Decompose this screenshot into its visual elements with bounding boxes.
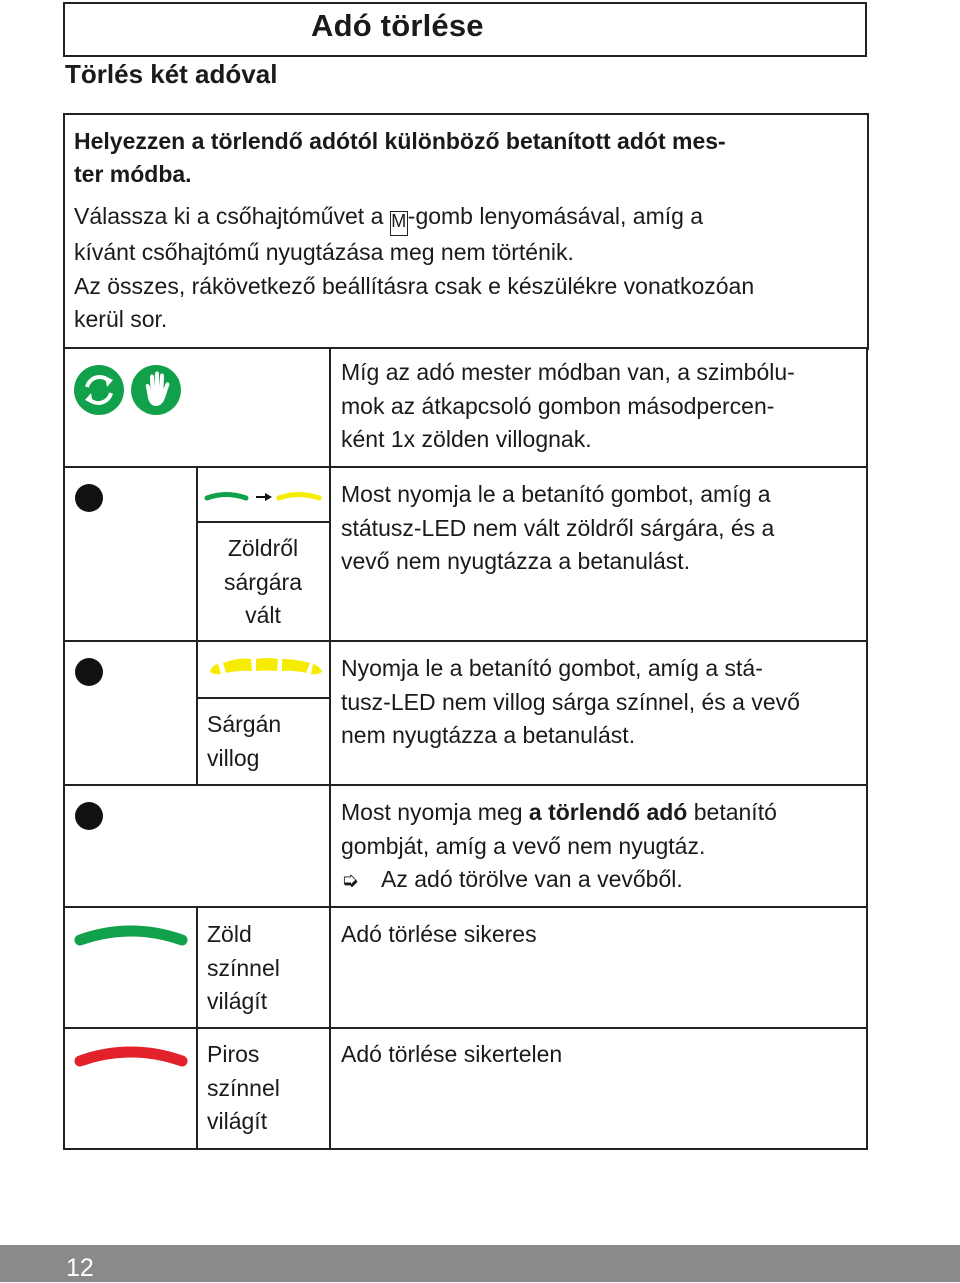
row-divider bbox=[63, 640, 868, 642]
page-number: 12 bbox=[66, 1254, 94, 1282]
intro-line: Az összes, rákövetkező beállításra csak e készülékre vonatkozóan bbox=[74, 272, 755, 299]
result-arrow-icon: ➭ bbox=[341, 869, 359, 892]
cell-divider bbox=[196, 906, 198, 1149]
intro-text bbox=[74, 200, 854, 337]
table-border-bottom bbox=[63, 1148, 868, 1150]
led-red-solid-icon bbox=[75, 1041, 187, 1071]
button-press-dot bbox=[75, 484, 103, 512]
row-divider bbox=[63, 784, 868, 786]
led-status-label: Sárgán villog bbox=[207, 711, 282, 771]
led-green-solid-icon bbox=[75, 920, 187, 950]
hand-icon bbox=[131, 365, 181, 415]
section-subtitle: Törlés két adóval bbox=[65, 59, 278, 89]
page-footer bbox=[0, 1245, 960, 1282]
intro-bold-text bbox=[74, 125, 854, 191]
led-status-label: Zöldről sárgára vált bbox=[224, 535, 302, 628]
row3-description: Nyomja le a betanító gombot, amíg a stá- tusz-LED nem villog sárga színnel, és a vevő nem nyugtázza a betanulást. bbox=[341, 655, 800, 748]
row1-description: Míg az adó mester módban van, a szimbólu- mok az átkapcsoló gombon másodpercen- ként 1x zölden villognak. bbox=[341, 359, 795, 452]
intro-bold-line: Helyezzen a törlendő adótól különböző betanított adót mes- bbox=[74, 128, 726, 154]
intro-bold-line: ter módba. bbox=[74, 161, 192, 187]
row-divider bbox=[63, 1027, 868, 1029]
led-yellow-blinking-icon bbox=[206, 652, 326, 682]
led-status-label: Zöld színnel világít bbox=[207, 921, 280, 1014]
failure-message: Adó törlése sikertelen bbox=[341, 1041, 563, 1067]
success-message: Adó törlése sikeres bbox=[341, 921, 537, 947]
button-press-dot bbox=[75, 658, 103, 686]
page-title: Adó törlése bbox=[311, 8, 484, 43]
row-divider bbox=[63, 906, 868, 908]
cell-divider bbox=[196, 697, 330, 699]
row2-description: Most nyomja le a betanító gombot, amíg a státusz-LED nem vált zöldről sárgára, és a vevő nem nyugtázza a betanulást. bbox=[341, 481, 775, 574]
led-green-to-yellow-icon bbox=[204, 486, 324, 508]
sync-icon bbox=[74, 365, 124, 415]
intro-line: kívánt csőhajtómű nyugtázása meg nem történik. bbox=[74, 239, 574, 265]
m-key-icon: M bbox=[390, 211, 408, 236]
button-press-dot bbox=[75, 802, 103, 830]
led-status-label: Piros színnel világít bbox=[207, 1041, 280, 1134]
row4-description: Most nyomja meg a törlendő adó betanító gombját, amíg a vevő nem nyugtáz. ➭ Az adó törölve van a vevőből. bbox=[341, 796, 777, 898]
intro-line: kerül sor. bbox=[74, 306, 168, 332]
cell-divider bbox=[196, 521, 330, 523]
row-divider bbox=[63, 466, 868, 468]
cell-divider bbox=[196, 640, 198, 785]
row-divider bbox=[63, 347, 868, 349]
intro-line: Válassza ki a csőhajtóművet a M-gomb lenyomásával, amíg a bbox=[74, 200, 854, 236]
emphasis-text: a törlendő adó bbox=[528, 799, 688, 825]
